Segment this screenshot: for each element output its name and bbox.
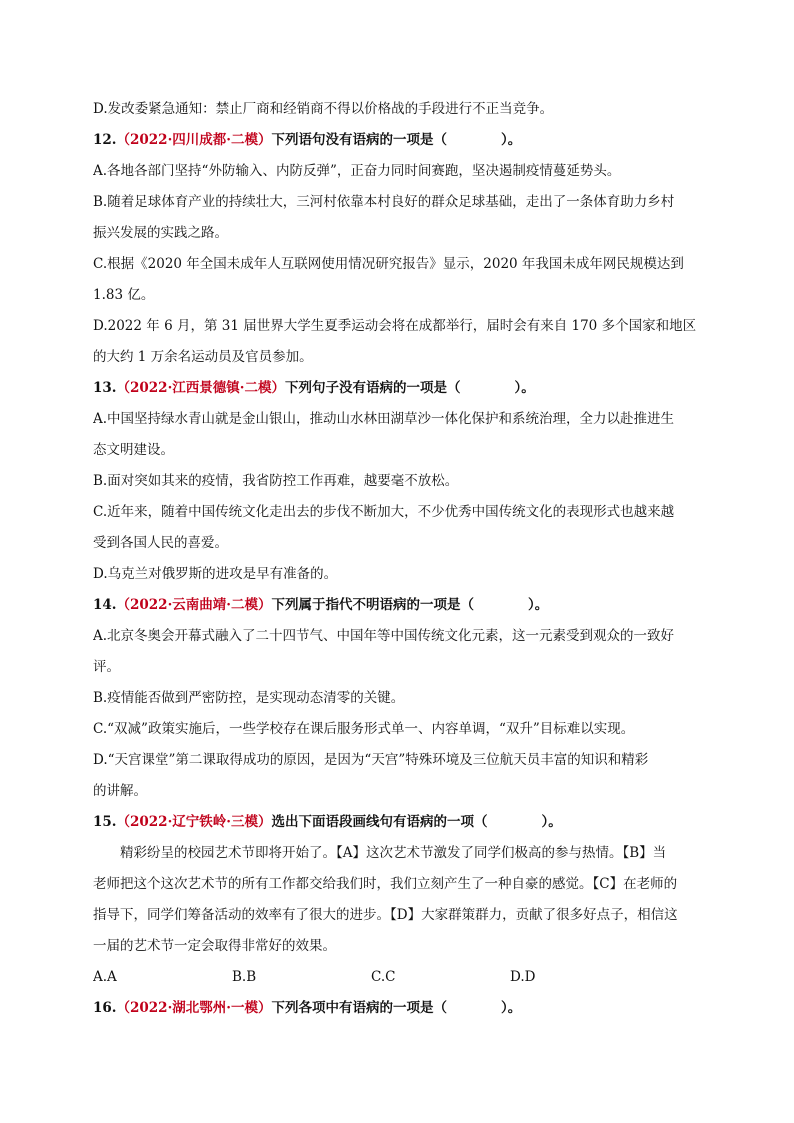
question-text: 下列各项中有语病的一项是（ ）。: [271, 1000, 522, 1016]
question-stem: [93, 596, 708, 614]
question-text: 下列语句没有语病的一项是（ ）。: [271, 132, 522, 148]
question-number: 15.: [93, 814, 117, 830]
question-stem: [93, 813, 708, 831]
option-line: 的讲解。: [93, 783, 147, 799]
option-line: B.面对突如其来的疫情，我省防控工作再难，越要毫不放松。: [93, 473, 459, 489]
option-line: B.疫情能否做到严密防控，是实现动态清零的关键。: [93, 690, 405, 706]
option-line: A.中国坚持绿水青山就是金山银山，推动山水林田湖草沙一体化保护和系统治理，全力以赴推进生: [93, 411, 675, 427]
passage-line: 精彩纷呈的校园艺术节即将开始了。【A】这次艺术节激发了同学们极高的参与热情。【B】当: [120, 845, 667, 861]
question-16: [93, 999, 708, 1017]
option-line: A.北京冬奥会开幕式融入了二十四节气、中国年等中国传统文化元素，这一元素受到观众的一致好: [93, 628, 675, 644]
option-a: A.A: [93, 969, 117, 985]
option-line: D.2022 年 6 月，第 31 届世界大学生夏季运动会将在成都举行，届时会有来自 170 多个国家和地区: [93, 318, 697, 334]
question-stem: [93, 131, 708, 149]
question-number: 13.: [93, 380, 117, 396]
question-source: （2022·辽宁铁岭·三模）: [116, 814, 272, 830]
question-text: 下列属于指代不明语病的一项是（ ）。: [271, 597, 549, 613]
question-number: 12.: [93, 132, 117, 148]
option-line: 的大约 1 万余名运动员及官员参加。: [93, 349, 313, 365]
option-line: A.各地各部门坚持“外防输入、内防反弹”，正奋力同时间赛跑，坚决遏制疫情蔓延势头。: [93, 163, 621, 179]
document-content: [93, 100, 708, 1030]
option-line: D.乌克兰对俄罗斯的进攻是早有准备的。: [93, 566, 338, 582]
option-line: C.近年来，随着中国传统文化走出去的步伐不断加大，不少优秀中国传统文化的表现形式也越来越: [93, 504, 675, 520]
option-line: 振兴发展的实践之路。: [93, 225, 228, 241]
option-line: B.随着足球体育产业的持续壮大，三河村依靠本村良好的群众足球基础，走出了一条体育助力乡村: [93, 194, 675, 210]
question-number: 14.: [93, 597, 117, 613]
question-source: （2022·云南曲靖·二模）: [116, 597, 272, 613]
option-line: C.“双减”政策实施后，一些学校存在课后服务形式单一、内容单调，“双升”目标难以实现。: [93, 721, 635, 737]
option-b: B.B: [232, 969, 257, 985]
answer-options: [93, 968, 708, 986]
question-12: [93, 131, 708, 366]
question-text: 选出下面语段画线句有语病的一项（ ）。: [271, 814, 562, 830]
passage-line: 一届的艺术节一定会取得非常好的效果。: [93, 938, 336, 954]
question-source: （2022·江西景德镇·二模）: [116, 380, 285, 396]
option-line: 评。: [93, 659, 120, 675]
passage-line: 指导下，同学们筹备活动的效率有了很大的进步。【D】大家群策群力，贡献了很多好点子，相信这: [93, 907, 678, 923]
option-line: 态文明建设。: [93, 442, 174, 458]
option-c: C.C: [371, 969, 396, 985]
question-number: 16.: [93, 1000, 117, 1016]
option-d: D.D: [510, 969, 536, 985]
passage-line: 老师把这个这次艺术节的所有工作都交给我们时，我们立刻产生了一种自豪的感觉。【C】在老师的: [93, 876, 678, 892]
option-line: 受到各国人民的喜爱。: [93, 535, 228, 551]
question-13: [93, 379, 708, 583]
question-stem: [93, 379, 708, 397]
question-source: （2022·湖北鄂州·一模）: [116, 1000, 272, 1016]
option-line: D.“天宫课堂”第二课取得成功的原因，是因为“天宫”特殊环境及三位航天员丰富的知识和精彩: [93, 752, 649, 768]
option-line: D.发改委紧急通知：禁止厂商和经销商不得以价格战的手段进行不正当竞争。: [93, 101, 554, 117]
question-15: [93, 813, 708, 986]
question-source: （2022·四川成都·二模）: [116, 132, 272, 148]
question-text: 下列句子没有语病的一项是（ ）。: [284, 380, 535, 396]
question-14: [93, 596, 708, 800]
option-line: 1.83 亿。: [93, 287, 155, 303]
question-stem: [93, 999, 708, 1017]
option-line: C.根据《2020 年全国未成年人互联网使用情况研究报告》显示，2020 年我国未成年网民规模达到: [93, 256, 684, 272]
